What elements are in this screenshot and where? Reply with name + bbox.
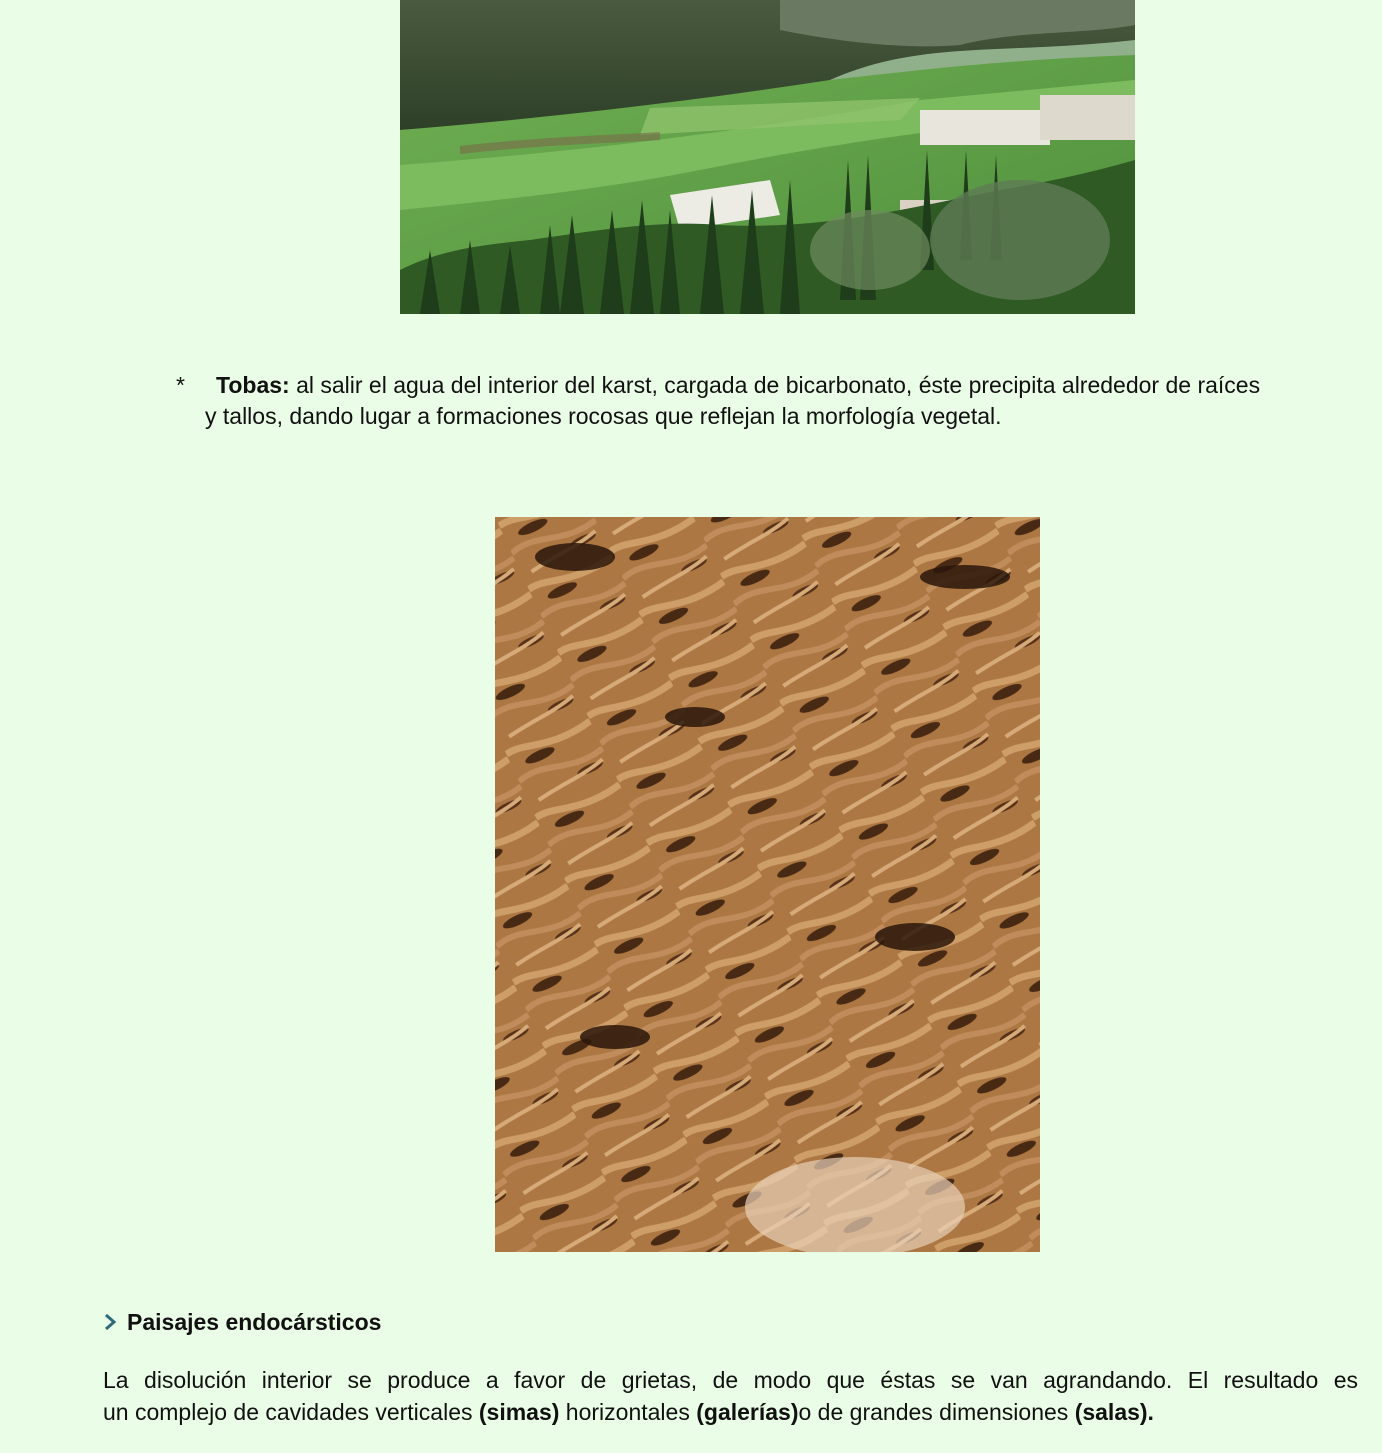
term-salas: (salas).	[1074, 1399, 1154, 1425]
body-line-2	[103, 1396, 1358, 1428]
tobas-line-2: y tallos, dando lugar a formaciones rocosas que reflejan la morfología vegetal.	[205, 403, 1002, 429]
body-text: un complejo de cavidades verticales	[103, 1399, 479, 1425]
tufa-rock-photo	[495, 517, 1040, 1252]
body-line-1: La disolución interior se produce a favor de grietas, de modo que éstas se van agrandando. El resultado es	[103, 1367, 1358, 1393]
section-heading	[103, 1307, 381, 1339]
body-text: horizontales	[559, 1399, 697, 1425]
valley-landscape-photo	[400, 0, 1135, 314]
term-galerias: (galerías)	[696, 1399, 799, 1425]
endokarst-paragraph	[103, 1364, 1358, 1428]
tobas-term: Tobas:	[216, 372, 290, 398]
tobas-paragraph	[176, 370, 1358, 432]
chevron-right-icon	[103, 1309, 127, 1339]
body-text: o de grandes dimensiones	[798, 1399, 1075, 1425]
tobas-line-1: al salir el agua del interior del karst, cargada de bicarbonato, éste precipita alrededor de raíces	[289, 372, 1261, 398]
section-title: Paisajes endocársticos	[127, 1309, 382, 1335]
bullet-asterisk: *	[176, 372, 185, 398]
term-simas: (simas)	[478, 1399, 560, 1425]
